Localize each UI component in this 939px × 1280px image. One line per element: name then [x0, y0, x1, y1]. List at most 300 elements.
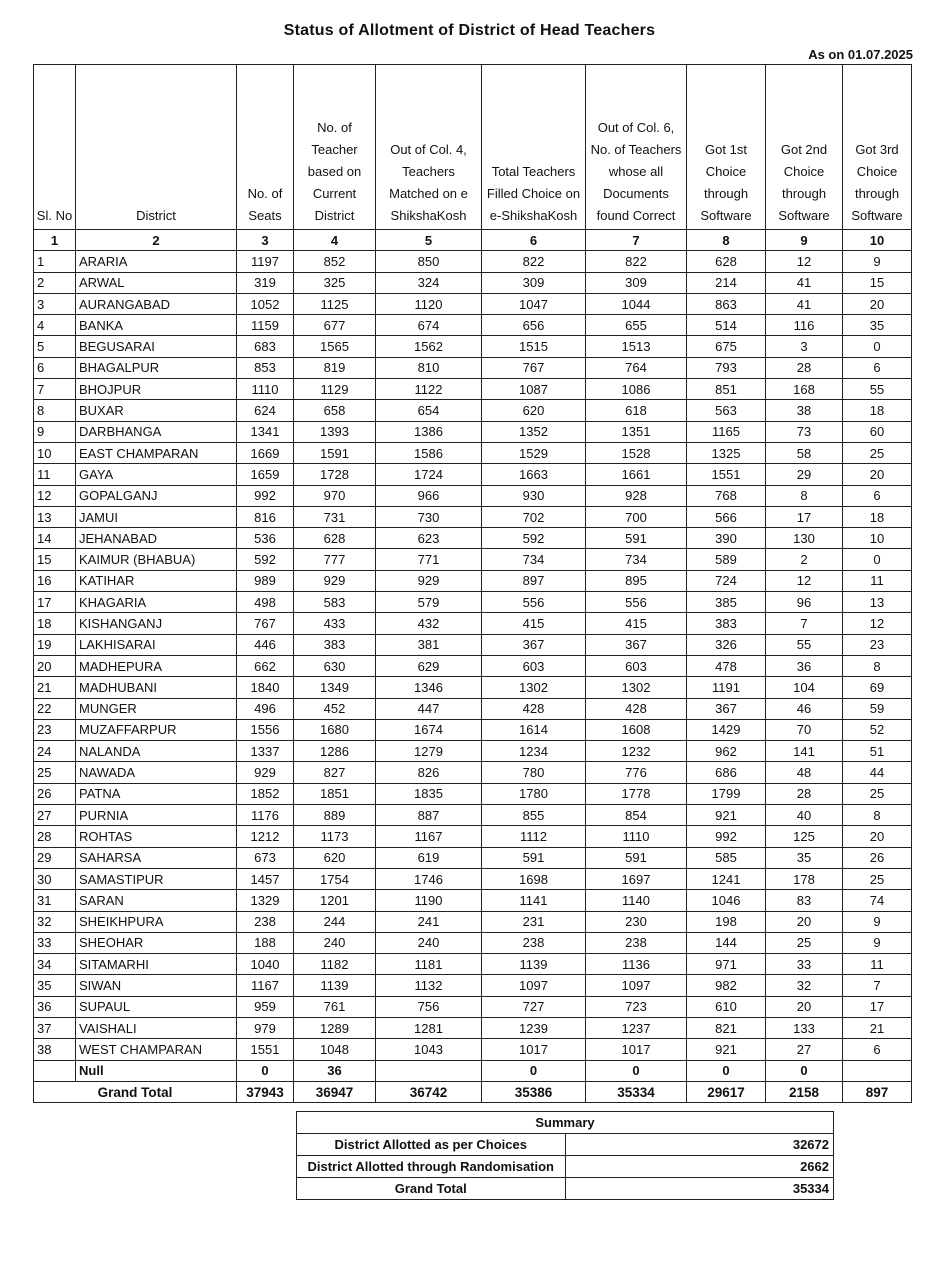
- table-cell: 1754: [294, 868, 376, 889]
- table-cell: 446: [237, 634, 294, 655]
- table-cell: 31: [34, 890, 76, 911]
- table-cell: GOPALGANJ: [76, 485, 237, 506]
- table-cell: 367: [687, 698, 766, 719]
- table-row: [34, 613, 912, 634]
- column-number: 9: [766, 230, 843, 251]
- table-row: [34, 911, 912, 932]
- table-cell: 624: [237, 400, 294, 421]
- table-cell: SIWAN: [76, 975, 237, 996]
- table-cell: 1591: [294, 442, 376, 463]
- table-row: [34, 293, 912, 314]
- table-cell: 14: [34, 528, 76, 549]
- table-cell: 768: [687, 485, 766, 506]
- summary-row: [297, 1156, 834, 1178]
- table-cell: 19: [34, 634, 76, 655]
- table-cell: 12: [766, 251, 843, 272]
- table-cell: 1279: [376, 741, 482, 762]
- table-cell: 36: [294, 1060, 376, 1081]
- table-row: [34, 996, 912, 1017]
- table-cell: 1352: [482, 421, 586, 442]
- grand-total-value: 2158: [766, 1081, 843, 1102]
- table-cell: 979: [237, 1017, 294, 1038]
- table-cell: 1139: [482, 954, 586, 975]
- table-row: [34, 719, 912, 740]
- table-cell: 11: [34, 464, 76, 485]
- table-cell: 1129: [294, 379, 376, 400]
- table-cell: 1048: [294, 1039, 376, 1060]
- grand-total-label: Grand Total: [34, 1081, 237, 1102]
- table-cell: 929: [376, 570, 482, 591]
- table-cell: 51: [843, 741, 912, 762]
- table-cell: 822: [586, 251, 687, 272]
- table-cell: NAWADA: [76, 762, 237, 783]
- table-cell: 59: [843, 698, 912, 719]
- column-number: 6: [482, 230, 586, 251]
- table-cell: SAMASTIPUR: [76, 868, 237, 889]
- table-cell: 1139: [294, 975, 376, 996]
- table-cell: 1302: [482, 677, 586, 698]
- table-cell: 60: [843, 421, 912, 442]
- table-cell: 1136: [586, 954, 687, 975]
- table-cell: 628: [294, 528, 376, 549]
- table-cell: 1746: [376, 868, 482, 889]
- table-cell: 821: [687, 1017, 766, 1038]
- table-row: [34, 975, 912, 996]
- table-cell: 8: [843, 805, 912, 826]
- table-cell: 7: [766, 613, 843, 634]
- column-header: Out of Col. 6, No. of Teachers whose all Documents found Correct: [586, 65, 687, 230]
- table-cell: 3: [766, 336, 843, 357]
- table-cell: 7: [34, 379, 76, 400]
- table-cell: 1110: [586, 826, 687, 847]
- table-cell: 20: [766, 996, 843, 1017]
- column-number: 10: [843, 230, 912, 251]
- table-cell: 20: [766, 911, 843, 932]
- grand-total-value: 897: [843, 1081, 912, 1102]
- table-cell: 756: [376, 996, 482, 1017]
- summary-label: District Allotted as per Choices: [297, 1134, 566, 1156]
- table-cell: PURNIA: [76, 805, 237, 826]
- table-cell: 1241: [687, 868, 766, 889]
- table-cell: 17: [843, 996, 912, 1017]
- table-cell: 1286: [294, 741, 376, 762]
- table-cell: 452: [294, 698, 376, 719]
- table-cell: 686: [687, 762, 766, 783]
- table-cell: 8: [34, 400, 76, 421]
- table-cell: 447: [376, 698, 482, 719]
- table-cell: 9: [34, 421, 76, 442]
- summary-label: District Allotted through Randomisation: [297, 1156, 566, 1178]
- table-cell: 591: [586, 847, 687, 868]
- table-cell: 656: [482, 315, 586, 336]
- table-cell: 35: [766, 847, 843, 868]
- table-cell: 21: [34, 677, 76, 698]
- table-cell: 674: [376, 315, 482, 336]
- table-cell: 1513: [586, 336, 687, 357]
- table-cell: 6: [843, 485, 912, 506]
- table-cell: 5: [34, 336, 76, 357]
- summary-table: [296, 1111, 834, 1200]
- table-cell: 17: [34, 592, 76, 613]
- table-cell: 1190: [376, 890, 482, 911]
- table-body: [34, 251, 912, 1103]
- table-cell: 579: [376, 592, 482, 613]
- table-row: [34, 1017, 912, 1038]
- table-cell: 1698: [482, 868, 586, 889]
- table-cell: 25: [34, 762, 76, 783]
- table-cell: 18: [843, 400, 912, 421]
- column-number: 8: [687, 230, 766, 251]
- column-number: 5: [376, 230, 482, 251]
- table-cell: 603: [482, 655, 586, 676]
- table-cell: 589: [687, 549, 766, 570]
- grand-total-value: 35334: [586, 1081, 687, 1102]
- table-cell: 1663: [482, 464, 586, 485]
- table-cell: 1680: [294, 719, 376, 740]
- grand-total-value: 36742: [376, 1081, 482, 1102]
- table-cell: 1528: [586, 442, 687, 463]
- table-cell: 12: [34, 485, 76, 506]
- table-cell: 662: [237, 655, 294, 676]
- table-cell: 610: [687, 996, 766, 1017]
- table-cell: 655: [586, 315, 687, 336]
- table-cell: 6: [843, 1039, 912, 1060]
- column-header: No. of Seats: [237, 65, 294, 230]
- table-cell: 826: [376, 762, 482, 783]
- table-cell: 777: [294, 549, 376, 570]
- column-header: Sl. No: [34, 65, 76, 230]
- table-cell: 116: [766, 315, 843, 336]
- table-cell: 28: [766, 783, 843, 804]
- table-cell: MUNGER: [76, 698, 237, 719]
- table-cell: 1165: [687, 421, 766, 442]
- table-cell: 432: [376, 613, 482, 634]
- table-row: [34, 698, 912, 719]
- table-cell: 1176: [237, 805, 294, 826]
- table-cell: 141: [766, 741, 843, 762]
- table-row: [34, 805, 912, 826]
- grand-total-row: [34, 1081, 912, 1102]
- table-cell: 1457: [237, 868, 294, 889]
- table-cell: 0: [687, 1060, 766, 1081]
- table-cell: 12: [843, 613, 912, 634]
- table-cell: 971: [687, 954, 766, 975]
- table-cell: 40: [766, 805, 843, 826]
- table-cell: 238: [237, 911, 294, 932]
- table-cell: 730: [376, 506, 482, 527]
- table-cell: 13: [34, 506, 76, 527]
- table-cell: 10: [34, 442, 76, 463]
- table-cell: 1551: [687, 464, 766, 485]
- table-cell: 654: [376, 400, 482, 421]
- summary-row: [297, 1178, 834, 1200]
- table-cell: 29: [766, 464, 843, 485]
- table-cell: 619: [376, 847, 482, 868]
- table-cell: 1851: [294, 783, 376, 804]
- table-cell: 22: [34, 698, 76, 719]
- table-cell: 822: [482, 251, 586, 272]
- table-cell: 1799: [687, 783, 766, 804]
- table-cell: 1669: [237, 442, 294, 463]
- table-cell: 23: [843, 634, 912, 655]
- table-cell: [34, 1060, 76, 1081]
- table-cell: 35: [34, 975, 76, 996]
- column-header: Got 3rd Choice through Software: [843, 65, 912, 230]
- table-cell: 1159: [237, 315, 294, 336]
- table-cell: 734: [482, 549, 586, 570]
- table-cell: 1232: [586, 741, 687, 762]
- table-cell: 383: [687, 613, 766, 634]
- column-number: 3: [237, 230, 294, 251]
- grand-total-value: 29617: [687, 1081, 766, 1102]
- table-row: [34, 549, 912, 570]
- table-cell: 15: [34, 549, 76, 570]
- summary-title-row: [297, 1112, 834, 1134]
- table-cell: PATNA: [76, 783, 237, 804]
- table-cell: 855: [482, 805, 586, 826]
- table-cell: 9: [843, 932, 912, 953]
- table-cell: 324: [376, 272, 482, 293]
- table-row: [34, 528, 912, 549]
- header-row: [34, 65, 912, 230]
- table-cell: [376, 1060, 482, 1081]
- table-cell: 1281: [376, 1017, 482, 1038]
- table-cell: 767: [482, 357, 586, 378]
- table-cell: 1661: [586, 464, 687, 485]
- table-cell: GAYA: [76, 464, 237, 485]
- table-row: [34, 506, 912, 527]
- table-cell: 1852: [237, 783, 294, 804]
- table-row: [34, 826, 912, 847]
- table-cell: 962: [687, 741, 766, 762]
- table-cell: 1346: [376, 677, 482, 698]
- table-cell: 41: [766, 272, 843, 293]
- table-cell: DARBHANGA: [76, 421, 237, 442]
- table-cell: 1087: [482, 379, 586, 400]
- table-cell: 1125: [294, 293, 376, 314]
- table-cell: MUZAFFARPUR: [76, 719, 237, 740]
- table-cell: 133: [766, 1017, 843, 1038]
- table-row: [34, 677, 912, 698]
- table-cell: 58: [766, 442, 843, 463]
- table-cell: 1120: [376, 293, 482, 314]
- table-row: [34, 400, 912, 421]
- table-cell: 930: [482, 485, 586, 506]
- table-cell: 34: [34, 954, 76, 975]
- table-cell: 767: [237, 613, 294, 634]
- table-cell: 319: [237, 272, 294, 293]
- table-cell: 1565: [294, 336, 376, 357]
- table-cell: 1097: [586, 975, 687, 996]
- table-cell: 26: [34, 783, 76, 804]
- table-cell: 1289: [294, 1017, 376, 1038]
- table-cell: 585: [687, 847, 766, 868]
- column-number: 1: [34, 230, 76, 251]
- table-cell: 591: [482, 847, 586, 868]
- table-cell: 603: [586, 655, 687, 676]
- summary-value: 35334: [565, 1178, 834, 1200]
- table-cell: KAIMUR (BHABUA): [76, 549, 237, 570]
- table-cell: 188: [237, 932, 294, 953]
- table-cell: MADHUBANI: [76, 677, 237, 698]
- table-row: [34, 954, 912, 975]
- table-cell: WEST CHAMPARAN: [76, 1039, 237, 1060]
- table-cell: 1562: [376, 336, 482, 357]
- table-cell: 28: [34, 826, 76, 847]
- table-cell: 125: [766, 826, 843, 847]
- table-row: [34, 315, 912, 336]
- table-cell: 536: [237, 528, 294, 549]
- table-cell: 1046: [687, 890, 766, 911]
- table-cell: 780: [482, 762, 586, 783]
- table-row: [34, 868, 912, 889]
- table-cell: 776: [586, 762, 687, 783]
- table-cell: 1167: [237, 975, 294, 996]
- table-cell: 25: [843, 783, 912, 804]
- table-cell: 982: [687, 975, 766, 996]
- table-cell: 8: [766, 485, 843, 506]
- table-cell: 895: [586, 570, 687, 591]
- table-cell: KISHANGANJ: [76, 613, 237, 634]
- table-cell: ARWAL: [76, 272, 237, 293]
- table-cell: 897: [482, 570, 586, 591]
- column-header: District: [76, 65, 237, 230]
- table-cell: 21: [843, 1017, 912, 1038]
- table-row: [34, 655, 912, 676]
- table-cell: 1608: [586, 719, 687, 740]
- table-cell: 381: [376, 634, 482, 655]
- table-cell: [843, 1060, 912, 1081]
- table-cell: SARAN: [76, 890, 237, 911]
- table-cell: 9: [843, 251, 912, 272]
- table-cell: 2: [766, 549, 843, 570]
- table-row: [34, 570, 912, 591]
- table-cell: 992: [687, 826, 766, 847]
- table-cell: 12: [766, 570, 843, 591]
- table-row: [34, 357, 912, 378]
- table-cell: 25: [766, 932, 843, 953]
- table-row: [34, 741, 912, 762]
- table-cell: 702: [482, 506, 586, 527]
- table-cell: 1132: [376, 975, 482, 996]
- table-cell: 1122: [376, 379, 482, 400]
- table-cell: ARARIA: [76, 251, 237, 272]
- table-cell: KATIHAR: [76, 570, 237, 591]
- table-cell: 1197: [237, 251, 294, 272]
- table-cell: 850: [376, 251, 482, 272]
- table-cell: Null: [76, 1060, 237, 1081]
- table-cell: 0: [482, 1060, 586, 1081]
- table-cell: 390: [687, 528, 766, 549]
- table-cell: 214: [687, 272, 766, 293]
- table-cell: 428: [586, 698, 687, 719]
- table-cell: 1043: [376, 1039, 482, 1060]
- table-cell: 1659: [237, 464, 294, 485]
- table-cell: 498: [237, 592, 294, 613]
- table-cell: 240: [376, 932, 482, 953]
- table-cell: 32: [766, 975, 843, 996]
- table-cell: 556: [482, 592, 586, 613]
- table-cell: 44: [843, 762, 912, 783]
- table-cell: 677: [294, 315, 376, 336]
- table-cell: 20: [843, 293, 912, 314]
- table-cell: 24: [34, 741, 76, 762]
- table-row: [34, 932, 912, 953]
- table-cell: 29: [34, 847, 76, 868]
- table-cell: 1697: [586, 868, 687, 889]
- table-cell: 415: [586, 613, 687, 634]
- table-cell: 240: [294, 932, 376, 953]
- table-cell: 1052: [237, 293, 294, 314]
- table-cell: 1182: [294, 954, 376, 975]
- table-cell: 32: [34, 911, 76, 932]
- table-cell: 55: [766, 634, 843, 655]
- table-cell: 36: [766, 655, 843, 676]
- table-cell: 1040: [237, 954, 294, 975]
- table-cell: 25: [843, 868, 912, 889]
- table-cell: BHOJPUR: [76, 379, 237, 400]
- table-cell: 1017: [482, 1039, 586, 1060]
- table-cell: 1140: [586, 890, 687, 911]
- table-cell: 556: [586, 592, 687, 613]
- table-cell: 1173: [294, 826, 376, 847]
- column-number: 7: [586, 230, 687, 251]
- table-cell: 35: [843, 315, 912, 336]
- table-cell: 0: [843, 549, 912, 570]
- table-cell: SHEOHAR: [76, 932, 237, 953]
- table-cell: 863: [687, 293, 766, 314]
- table-cell: 929: [237, 762, 294, 783]
- table-cell: 73: [766, 421, 843, 442]
- table-row: [34, 272, 912, 293]
- table-cell: 1329: [237, 890, 294, 911]
- table-cell: 1086: [586, 379, 687, 400]
- table-row: [34, 442, 912, 463]
- table-cell: KHAGARIA: [76, 592, 237, 613]
- table-cell: 1201: [294, 890, 376, 911]
- table-cell: 25: [843, 442, 912, 463]
- table-cell: SUPAUL: [76, 996, 237, 1017]
- table-cell: 20: [843, 826, 912, 847]
- table-cell: 48: [766, 762, 843, 783]
- table-cell: 1835: [376, 783, 482, 804]
- table-row: [34, 336, 912, 357]
- table-cell: 1556: [237, 719, 294, 740]
- table-row: [34, 847, 912, 868]
- table-cell: 1780: [482, 783, 586, 804]
- table-cell: 1167: [376, 826, 482, 847]
- table-cell: 819: [294, 357, 376, 378]
- table-cell: 38: [34, 1039, 76, 1060]
- table-cell: 325: [294, 272, 376, 293]
- table-cell: 33: [34, 932, 76, 953]
- table-cell: 144: [687, 932, 766, 953]
- table-cell: 230: [586, 911, 687, 932]
- table-cell: 724: [687, 570, 766, 591]
- table-cell: 309: [482, 272, 586, 293]
- table-cell: 764: [586, 357, 687, 378]
- grand-total-value: 36947: [294, 1081, 376, 1102]
- table-cell: 1181: [376, 954, 482, 975]
- table-cell: 6: [843, 357, 912, 378]
- table-cell: 3: [34, 293, 76, 314]
- table-cell: 74: [843, 890, 912, 911]
- column-header: Out of Col. 4, Teachers Matched on e ShikshaKosh: [376, 65, 482, 230]
- table-cell: 853: [237, 357, 294, 378]
- table-cell: 1: [34, 251, 76, 272]
- table-cell: 0: [237, 1060, 294, 1081]
- table-cell: 83: [766, 890, 843, 911]
